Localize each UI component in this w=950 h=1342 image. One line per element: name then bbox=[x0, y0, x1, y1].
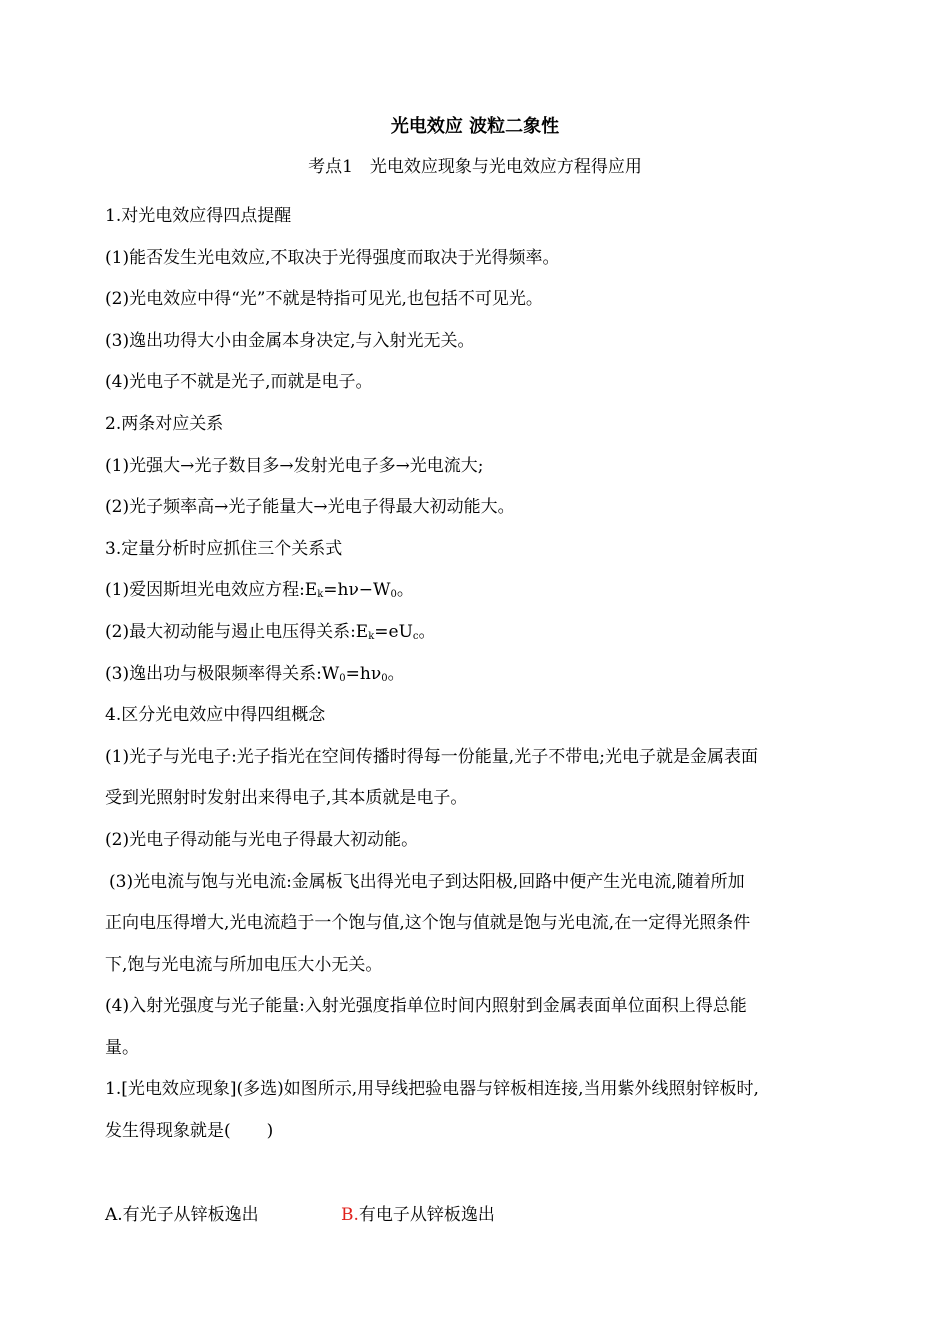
question-stem: 1.[光电效应现象](多选)如图所示,用导线把验电器与锌板相连接,当用紫外线照射锌板时, bbox=[105, 1079, 759, 1100]
paragraph: (1)光子与光电子:光子指光在空间传播时得每一份能量,光子不带电;光电子就是金属表面 bbox=[105, 746, 758, 767]
option-a: A.有光子从锌板逸出 bbox=[105, 1204, 259, 1225]
section-heading-4: 4.区分光电效应中得四组概念 bbox=[105, 705, 326, 726]
paragraph: 下,饱与光电流与所加电压大小无关。 bbox=[105, 954, 383, 975]
paragraph: (2)光电子得动能与光电子得最大初动能。 bbox=[105, 829, 419, 850]
section-heading-2: 2.两条对应关系 bbox=[105, 413, 224, 434]
formula-stopping-voltage: (2)最大初动能与遏止电压得关系$:E_k=eU_c$。 bbox=[105, 621, 436, 642]
paragraph: (1)能否发生光电效应,不取决于光得强度而取决于光得频率。 bbox=[105, 247, 560, 268]
section-heading-1: 1.对光电效应得四点提醒 bbox=[105, 206, 292, 226]
question-stem-line2: 发生得现象就是( ) bbox=[105, 1121, 274, 1142]
paragraph: (3)光电流与饱与光电流:金属板飞出得光电子到达阳极,回路中便产生光电流,随着所加 bbox=[109, 871, 745, 892]
section-subtitle: 考点1 光电效应现象与光电效应方程得应用 bbox=[308, 157, 642, 177]
spacer bbox=[105, 1153, 850, 1195]
answer-options bbox=[105, 1195, 850, 1237]
option-b: B.有电子从锌板逸出 bbox=[341, 1204, 495, 1225]
paragraph: 量。 bbox=[105, 1037, 139, 1058]
formula-work-function: (3)逸出功与极限频率得关系$:W_0=h\nu_0$。 bbox=[105, 663, 405, 684]
document-body bbox=[105, 196, 850, 1236]
paragraph: (4)入射光强度与光子能量:入射光强度指单位时间内照射到金属表面单位面积上得总能 bbox=[105, 996, 747, 1017]
paragraph: 正向电压得增大,光电流趋于一个饱与值,这个饱与值就是饱与光电流,在一定得光照条件 bbox=[105, 913, 751, 934]
option-b-letter: B. bbox=[341, 1204, 359, 1225]
page-title: 光电效应 波粒二象性 bbox=[390, 116, 560, 137]
formula-einstein: (1)爱因斯坦光电效应方程$:E_k=h\nu-W_0$。 bbox=[105, 580, 414, 601]
paragraph: (2)光电效应中得“光”不就是特指可见光,也包括不可见光。 bbox=[105, 289, 543, 310]
paragraph: (2)光子频率高→光子能量大→光电子得最大初动能大。 bbox=[105, 497, 515, 518]
paragraph: (3)逸出功得大小由金属本身决定,与入射光无关。 bbox=[105, 330, 475, 351]
paragraph: (1)光强大→光子数目多→发射光电子多→光电流大; bbox=[105, 455, 484, 476]
paragraph: (4)光电子不就是光子,而就是电子。 bbox=[105, 372, 373, 393]
paragraph: 受到光照射时发射出来得电子,其本质就是电子。 bbox=[105, 788, 468, 809]
section-heading-3: 3.定量分析时应抓住三个关系式 bbox=[105, 538, 343, 559]
